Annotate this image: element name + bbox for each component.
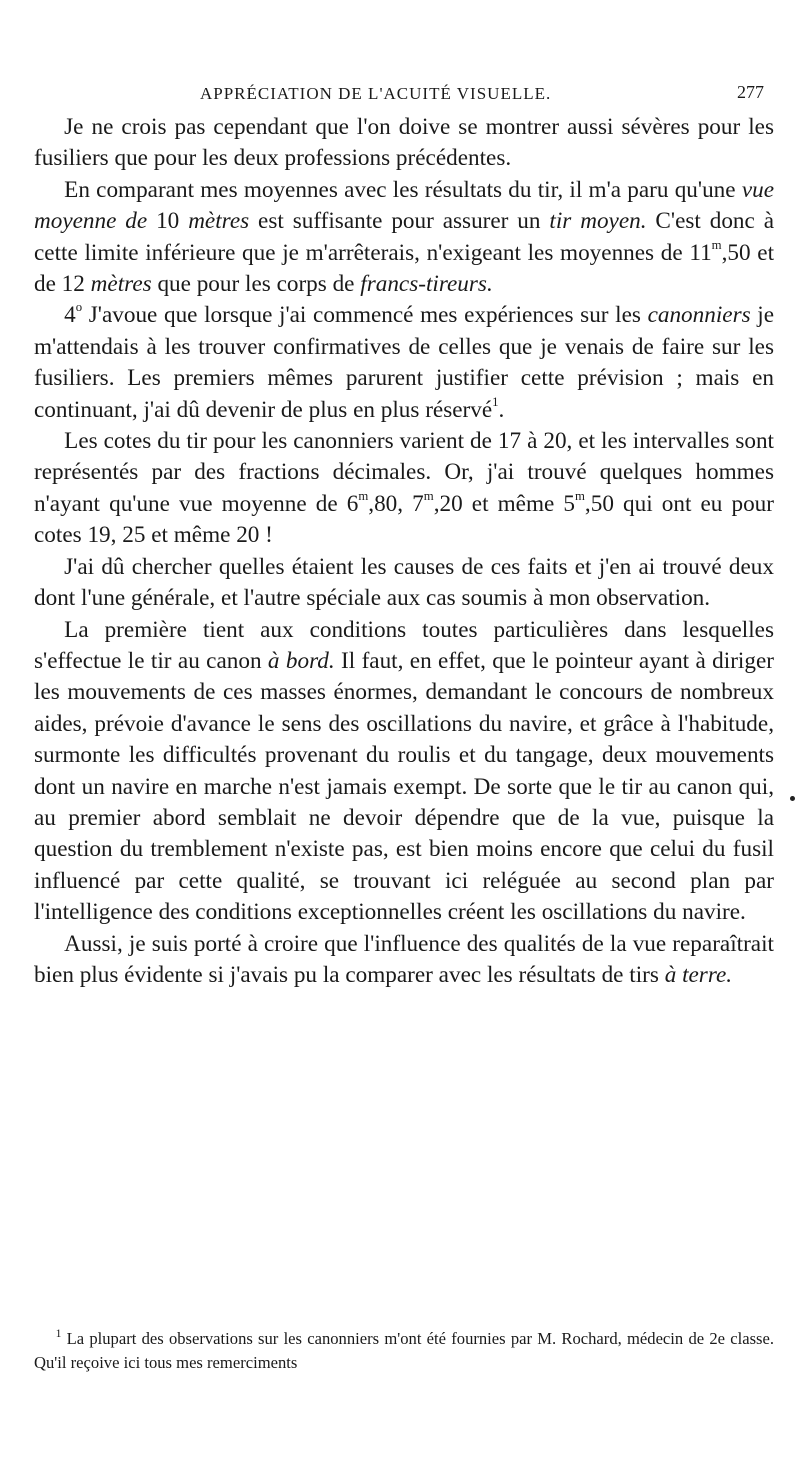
text-run: 10 bbox=[147, 208, 189, 235]
text-run: ,20 et même 5 bbox=[433, 490, 575, 517]
page-number: 277 bbox=[737, 82, 764, 102]
italic-text: francs-tireurs. bbox=[360, 271, 493, 298]
italic-text: vue moyenne de bbox=[34, 176, 774, 235]
paragraph bbox=[34, 300, 774, 426]
paragraph bbox=[34, 929, 774, 992]
text-run: Aussi, je suis porté à croire que l'influence des qualités de la vue reparaîtrait bien plus évidente si j'avais pu la comparer avec les résultats de tirs bbox=[34, 930, 774, 988]
footnote bbox=[34, 1327, 774, 1375]
text-run: J'avoue que lorsque j'ai commencé mes expériences sur les bbox=[82, 302, 648, 329]
text-run: 4 bbox=[64, 302, 76, 329]
superscript: o bbox=[75, 300, 83, 315]
italic-text: mètres bbox=[188, 208, 250, 235]
italic-text: mètres bbox=[90, 271, 152, 298]
superscript: m bbox=[575, 489, 585, 504]
running-title: APPRÉCIATION DE L'ACUITÉ VISUELLE. bbox=[200, 84, 552, 103]
paragraph bbox=[34, 615, 774, 929]
text-run: que pour les corps de bbox=[151, 271, 361, 298]
text-run: ,80, 7 bbox=[368, 490, 424, 517]
superscript: m bbox=[358, 489, 369, 504]
text-run: C'est donc à cette limite inférieure que je m'arrêterais, n'exigeant les moyennes de 11 bbox=[34, 208, 774, 266]
text-run: ,50 qui ont eu pour cotes 19, 25 et même 20 ! bbox=[34, 490, 775, 549]
paragraph bbox=[34, 552, 774, 615]
superscript: m bbox=[423, 489, 434, 504]
superscript: m bbox=[711, 237, 722, 252]
paragraph bbox=[34, 426, 774, 552]
text-run: je m'attendais à les trouver confirmatives de celles que je venais de faire sur les fusiliers. Les premiers mêmes parurent justifier cette prévision ; mais en continuant, j'ai dû devenir de plus en plus réservé bbox=[34, 302, 775, 423]
italic-text: canonniers bbox=[647, 302, 751, 329]
italic-text: tir moyen. bbox=[549, 208, 647, 235]
text-run: est suffisante pour assurer un bbox=[249, 208, 550, 235]
italic-text: à bord. bbox=[267, 647, 335, 674]
italic-text: à terre. bbox=[664, 961, 733, 988]
footnotes bbox=[34, 1327, 774, 1375]
text-run: Il faut, en effet, que le pointeur ayant à diriger les mouvements de ces masses énormes, demandant le concours de nombreux aides, prévoie d'avance le sens des oscillations du navire, et grâce à l'habitude, surmonte les difficultés provenant du roulis et du tangage, deux mouvements dont un navire en marche n'est jamais exempt. De sorte que le tir au canon qui, au premier abord semblait ne devoir dépendre que de la vue, puisque la question du tremblement n'existe pas, est bien moins encore que celui du fusil influencé par cette qualité, se trouvant ici reléguée au second plan par l'intelligence des conditions exceptionnelles créent les oscillations du navire. bbox=[34, 647, 774, 926]
text-run: . bbox=[498, 396, 505, 423]
footnote-marker: 1 bbox=[55, 1327, 62, 1341]
text-run: Les cotes du tir pour les canonniers varient de 17 à 20, et les intervalles sont représentés par des fractions décimales. Or, j'ai trouvé quelques hommes n'ayant qu'une vue moyenne de 6 bbox=[34, 428, 774, 517]
text-run: Je ne crois pas cependant que l'on doive se montrer aussi sévères pour les fusiliers que pour les deux professions précédentes. bbox=[34, 114, 774, 172]
body-text bbox=[34, 112, 774, 991]
paragraph bbox=[34, 112, 774, 175]
page-header bbox=[0, 80, 800, 110]
paragraph bbox=[34, 175, 774, 301]
text-run: ,50 et de 12 bbox=[34, 239, 775, 298]
superscript: 1 bbox=[492, 394, 499, 409]
margin-mark bbox=[790, 796, 795, 801]
text-run: J'ai dû chercher quelles étaient les causes de ces faits et j'en ai trouvé deux dont l'une générale, et l'autre spéciale aux cas soumis à mon observation. bbox=[34, 553, 774, 612]
text-run: En comparant mes moyennes avec les résultats du tir, il m'a paru qu'une bbox=[64, 176, 742, 203]
text-run: La première tient aux conditions toutes particulières dans lesquelles s'effectue le tir au canon bbox=[34, 616, 774, 674]
footnote-text: La plupart des observations sur les canonniers m'ont été fournies par M. Rochard, médecin de 2e classe. Qu'il reçoive ici tous mes remerciments bbox=[34, 1329, 774, 1372]
